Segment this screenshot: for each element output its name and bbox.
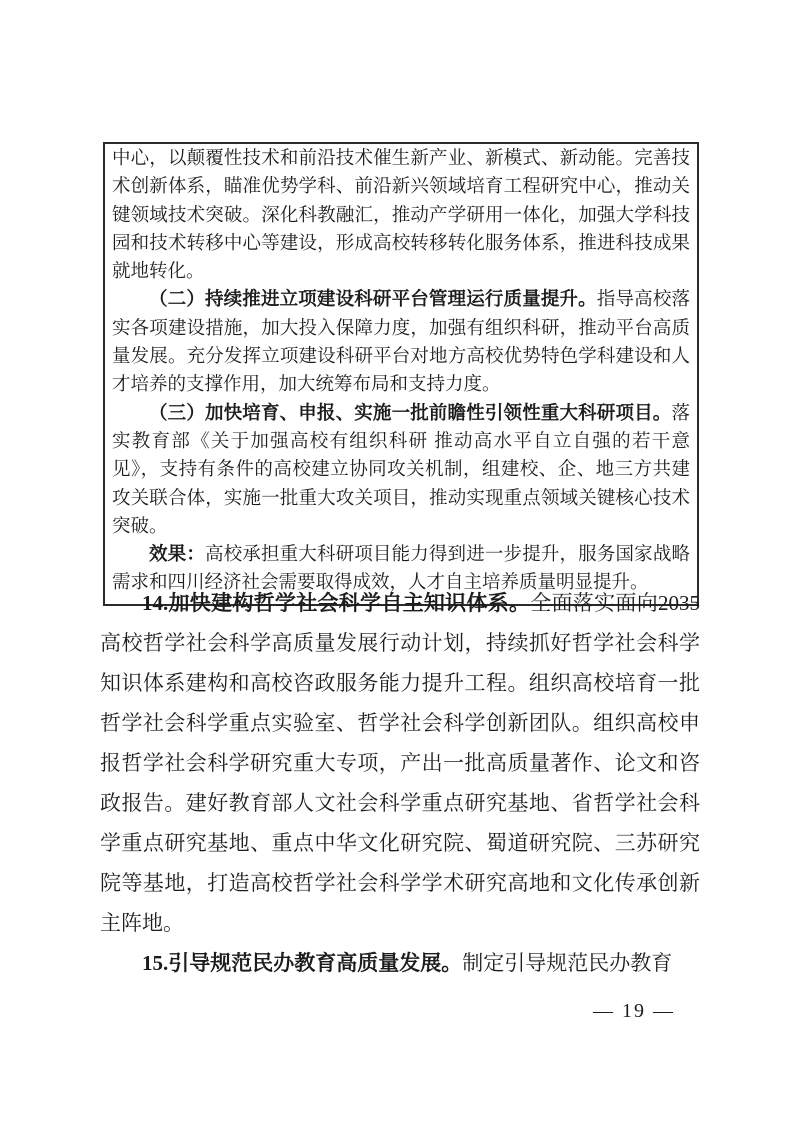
paragraph-text: 高校承担重大科研项目能力得到进一步提升，服务国家战略需求和四川经济社会需要取得成效，人才自主培养质量明显提升。	[112, 545, 690, 594]
box-paragraph-continuation	[112, 145, 690, 286]
paragraph-text: 落实教育部《关于加强高校有组织科研 推动高水平自立自强的若干意见》，支持有条件的高校建立协同攻关机制，组建校、企、地三方共建攻关联合体，实施一批重大攻关项目，推动实现重点领域关键核心技术突破。	[112, 403, 690, 537]
paragraph-lead: （三）加快培育、申报、实施一批前瞻性引领性重大科研项目。	[149, 403, 672, 424]
paragraph-lead: （二）持续推进立项建设科研平台管理运行质量提升。	[149, 290, 597, 311]
paragraph-text: 指导高校落实各项建设措施，加大投入保障力度，加强有组织科研，推动平台高质量发展。充分发挥立项建设科研平台对地方高校优势特色学科建设和人才培养的支撑作用，加大统筹布局和支持力度。	[112, 290, 690, 396]
paragraph-text: 中心，以颠覆性技术和前沿技术催生新产业、新模式、新动能。完善技术创新体系，瞄准优势学科、前沿新兴领域培育工程研究中心，推动关键领域技术突破。深化科教融汇，推动产学研用一体化，加强大学科技园和技术转移中心等建设，形成高校转移转化服务体系，推进科技成果就地转化。	[112, 149, 690, 283]
paragraph-text: 制定引导规范民办教育	[462, 951, 673, 975]
body-paragraph-14	[100, 583, 700, 943]
paragraph-lead: 效果：	[149, 545, 205, 566]
body-paragraph-15	[100, 943, 700, 983]
body-section	[100, 583, 700, 983]
box-paragraph-3	[112, 400, 690, 541]
paragraph-lead: 14.加快建构哲学社会科学自主知识体系。	[142, 591, 531, 615]
page-number: — 19 —	[593, 1000, 675, 1022]
box-paragraph-2	[112, 286, 690, 399]
boxed-section	[103, 142, 699, 606]
paragraph-text: 全面落实面向2035高校哲学社会科学高质量发展行动计划，持续抓好哲学社会科学知识体系建构和高校咨政服务能力提升工程。组织高校培育一批哲学社会科学重点实验室、哲学社会科学创新团队。组织高校申报哲学社会科学研究重大专项，产出一批高质量著作、论文和咨政报告。建好教育部人文社会科学重点研究基地、省哲学社会科学重点研究基地、重点中华文化研究院、蜀道研究院、三苏研究院等基地，打造高校哲学社会科学学术研究高地和文化传承创新主阵地。	[100, 591, 700, 935]
paragraph-lead: 15.引导规范民办教育高质量发展。	[142, 951, 463, 975]
